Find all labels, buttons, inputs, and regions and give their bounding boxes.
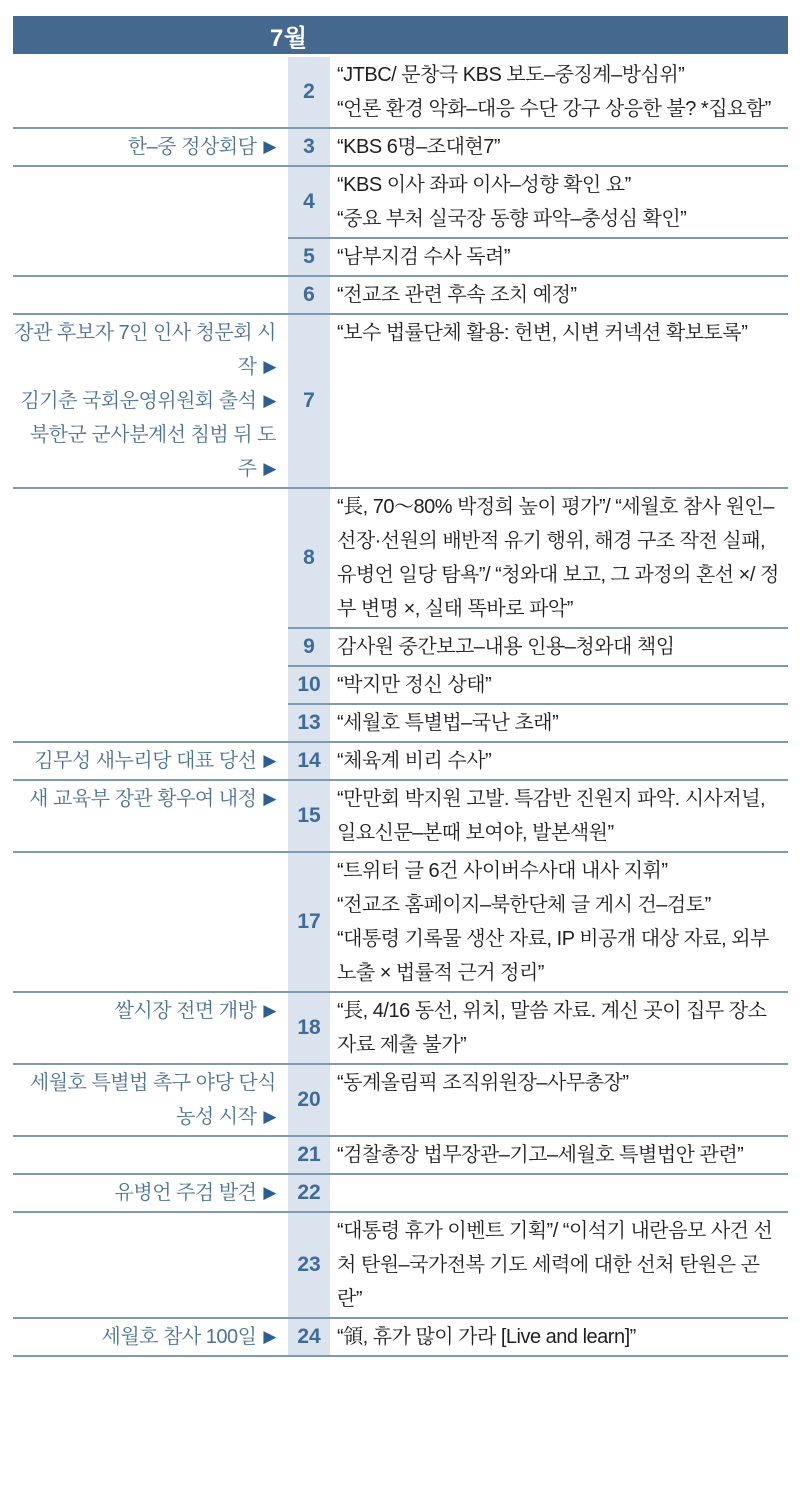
timeline-row	[13, 665, 788, 703]
timeline-row	[13, 779, 788, 851]
day-cell	[288, 779, 330, 851]
context-event-label: 쌀시장 전면 개방 ▶	[114, 1000, 276, 1022]
notes-cell	[330, 313, 788, 487]
day-number: 7	[303, 389, 315, 412]
day-cell	[288, 1211, 330, 1317]
notes-cell	[330, 627, 788, 665]
timeline-table	[13, 57, 788, 1357]
context-events-cell	[13, 275, 288, 313]
timeline-row	[13, 1317, 788, 1355]
notes-cell	[330, 665, 788, 703]
day-number: 5	[303, 245, 315, 268]
note-text: “長, 4/16 동선, 위치, 말씀 자료. 계신 곳이 집무 장소 자료 제출 불가”	[337, 1000, 767, 1056]
month-title: 7월	[270, 24, 308, 52]
day-number: 20	[297, 1088, 321, 1111]
arrow-right-icon: ▶	[263, 391, 276, 410]
timeline-row	[13, 741, 788, 779]
arrow-right-icon: ▶	[263, 789, 276, 808]
day-cell	[288, 57, 330, 127]
arrow-right-icon: ▶	[263, 137, 276, 156]
day-number: 15	[297, 804, 321, 827]
note-text: “전교조 홈페이지–북한단체 글 게시 건–검토”	[337, 894, 711, 916]
day-number: 24	[297, 1325, 321, 1348]
context-events-cell	[13, 237, 288, 275]
timeline-row	[13, 627, 788, 665]
note-text: “보수 법률단체 활용: 헌변, 시변 커넥션 확보토록”	[337, 322, 748, 344]
context-events-cell	[13, 665, 288, 703]
day-cell	[288, 627, 330, 665]
notes-cell	[330, 1135, 788, 1173]
timeline-row	[13, 991, 788, 1063]
note-text: “전교조 관련 후속 조치 예정”	[337, 284, 577, 306]
note-text: “세월호 특별법–국난 초래”	[337, 712, 559, 734]
day-number: 21	[297, 1143, 321, 1166]
context-event-label: 새 교육부 장관 황우여 내정 ▶	[29, 788, 276, 810]
context-event-label: 세월호 참사 100일 ▶	[101, 1326, 276, 1348]
arrow-right-icon: ▶	[263, 1183, 276, 1202]
note-text: “동계올림픽 조직위원장–사무총장”	[337, 1072, 629, 1094]
day-number: 17	[297, 910, 321, 933]
note-text: “중요 부처 실국장 동향 파악–충성심 확인”	[337, 208, 687, 230]
note-text: “언론 환경 악화–대응 수단 강구 상응한 불? *집요함”	[337, 98, 771, 120]
timeline-row	[13, 1135, 788, 1173]
context-events-cell	[13, 57, 288, 127]
context-event-label: 김기춘 국회운영위원회 출석 ▶	[20, 390, 276, 412]
context-event-label: 장관 후보자 7인 인사 청문회 시작 ▶	[14, 322, 276, 378]
note-text: “체육계 비리 수사”	[337, 750, 492, 772]
timeline-row	[13, 313, 788, 487]
note-text: “박지만 정신 상태”	[337, 674, 492, 696]
day-number: 9	[303, 635, 315, 658]
context-event-label: 세월호 특별법 촉구 야당 단식농성 시작 ▶	[29, 1072, 276, 1128]
context-events-cell	[13, 991, 288, 1063]
context-events-cell	[13, 779, 288, 851]
day-cell	[288, 1135, 330, 1173]
notes-cell	[330, 991, 788, 1063]
notes-cell	[330, 275, 788, 313]
day-number: 4	[303, 190, 315, 213]
notes-cell	[330, 237, 788, 275]
day-number: 14	[297, 749, 321, 772]
timeline-row	[13, 57, 788, 127]
context-event-label: 유병언 주검 발견 ▶	[114, 1182, 276, 1204]
context-events-cell	[13, 1317, 288, 1355]
context-event-label: 북한군 군사분계선 침범 뒤 도주 ▶	[29, 424, 276, 480]
note-text: “검찰총장 법무장관–기고–세월호 특별법안 관련”	[337, 1144, 744, 1166]
note-text: “KBS 이사 좌파 이사–성향 확인 요”	[337, 174, 631, 196]
timeline-row	[13, 127, 788, 165]
day-number: 18	[297, 1016, 321, 1039]
day-cell	[288, 1063, 330, 1135]
day-cell	[288, 487, 330, 627]
day-number: 8	[303, 546, 315, 569]
note-text: “남부지검 수사 독려”	[337, 246, 510, 268]
notes-cell	[330, 165, 788, 237]
note-text: “만만회 박지원 고발. 특감반 진원지 파악. 시사저널, 일요신문–본때 보여야, 발본색원”	[337, 788, 766, 844]
context-events-cell	[13, 703, 288, 741]
day-cell	[288, 127, 330, 165]
context-events-cell	[13, 1135, 288, 1173]
arrow-right-icon: ▶	[263, 459, 276, 478]
context-event-label: 한–중 정상회담 ▶	[127, 136, 276, 158]
notes-cell	[330, 741, 788, 779]
day-number: 13	[297, 711, 321, 734]
timeline-row	[13, 165, 788, 237]
day-cell	[288, 1317, 330, 1355]
timeline-row	[13, 275, 788, 313]
context-events-cell	[13, 487, 288, 627]
timeline-row	[13, 1063, 788, 1135]
note-text: “대통령 휴가 이벤트 기획”/ “이석기 내란음모 사건 선처 탄원–국가전복 기도 세력에 대한 선처 탄원은 곤란”	[337, 1220, 773, 1310]
notes-cell	[330, 703, 788, 741]
timeline-row	[13, 237, 788, 275]
notes-cell	[330, 1173, 788, 1211]
timeline-row	[13, 703, 788, 741]
timeline-row	[13, 851, 788, 991]
notes-cell	[330, 779, 788, 851]
arrow-right-icon: ▶	[263, 357, 276, 376]
context-events-cell	[13, 127, 288, 165]
note-text: “長, 70～80% 박정희 높이 평가”/ “세월호 참사 원인– 선장·선원의 배반적 유기 행위, 해경 구조 작전 실패, 유병언 일당 탐욕”/ “청와대 보고, 그 과정의 혼선 ×/ 정부 변명 ×, 실태 똑바로 파악”	[337, 496, 779, 620]
day-number: 6	[303, 283, 315, 306]
context-event-label: 김무성 새누리당 대표 당선 ▶	[34, 750, 276, 772]
note-text: 감사원 중간보고–내용 인용–청와대 책임	[337, 636, 675, 658]
day-cell	[288, 1173, 330, 1211]
day-cell	[288, 275, 330, 313]
context-events-cell	[13, 627, 288, 665]
day-number: 10	[297, 673, 321, 696]
notes-cell	[330, 487, 788, 627]
note-text: “대통령 기록물 생산 자료, IP 비공개 대상 자료, 외부 노출 × 법률적 근거 정리”	[337, 928, 769, 984]
notes-cell	[330, 1063, 788, 1135]
notes-cell	[330, 57, 788, 127]
month-header-bar	[13, 16, 788, 54]
timeline-row	[13, 1173, 788, 1211]
context-events-cell	[13, 313, 288, 487]
context-events-cell	[13, 1063, 288, 1135]
notes-cell	[330, 1211, 788, 1317]
context-events-cell	[13, 741, 288, 779]
arrow-right-icon: ▶	[263, 1327, 276, 1346]
note-text: “JTBC/ 문창극 KBS 보도–중징계–방심위”	[337, 64, 685, 86]
notes-cell	[330, 851, 788, 991]
arrow-right-icon: ▶	[263, 751, 276, 770]
day-cell	[288, 703, 330, 741]
day-cell	[288, 313, 330, 487]
arrow-right-icon: ▶	[263, 1001, 276, 1020]
timeline-row	[13, 1211, 788, 1317]
context-events-cell	[13, 165, 288, 237]
day-cell	[288, 165, 330, 237]
note-text: “트위터 글 6건 사이버수사대 내사 지휘”	[337, 860, 668, 882]
day-number: 2	[303, 80, 315, 103]
day-cell	[288, 991, 330, 1063]
day-number: 22	[297, 1181, 321, 1204]
day-cell	[288, 851, 330, 991]
notes-cell	[330, 1317, 788, 1355]
note-text: “領, 휴가 많이 가라 [Live and learn]”	[337, 1326, 636, 1348]
note-text: “KBS 6명–조대현7”	[337, 136, 501, 158]
context-events-cell	[13, 851, 288, 991]
day-number: 3	[303, 135, 315, 158]
day-number: 23	[297, 1253, 321, 1276]
timeline-row	[13, 487, 788, 627]
notes-cell	[330, 127, 788, 165]
context-events-cell	[13, 1211, 288, 1317]
context-events-cell	[13, 1173, 288, 1211]
arrow-right-icon: ▶	[263, 1107, 276, 1126]
day-cell	[288, 237, 330, 275]
day-cell	[288, 741, 330, 779]
day-cell	[288, 665, 330, 703]
